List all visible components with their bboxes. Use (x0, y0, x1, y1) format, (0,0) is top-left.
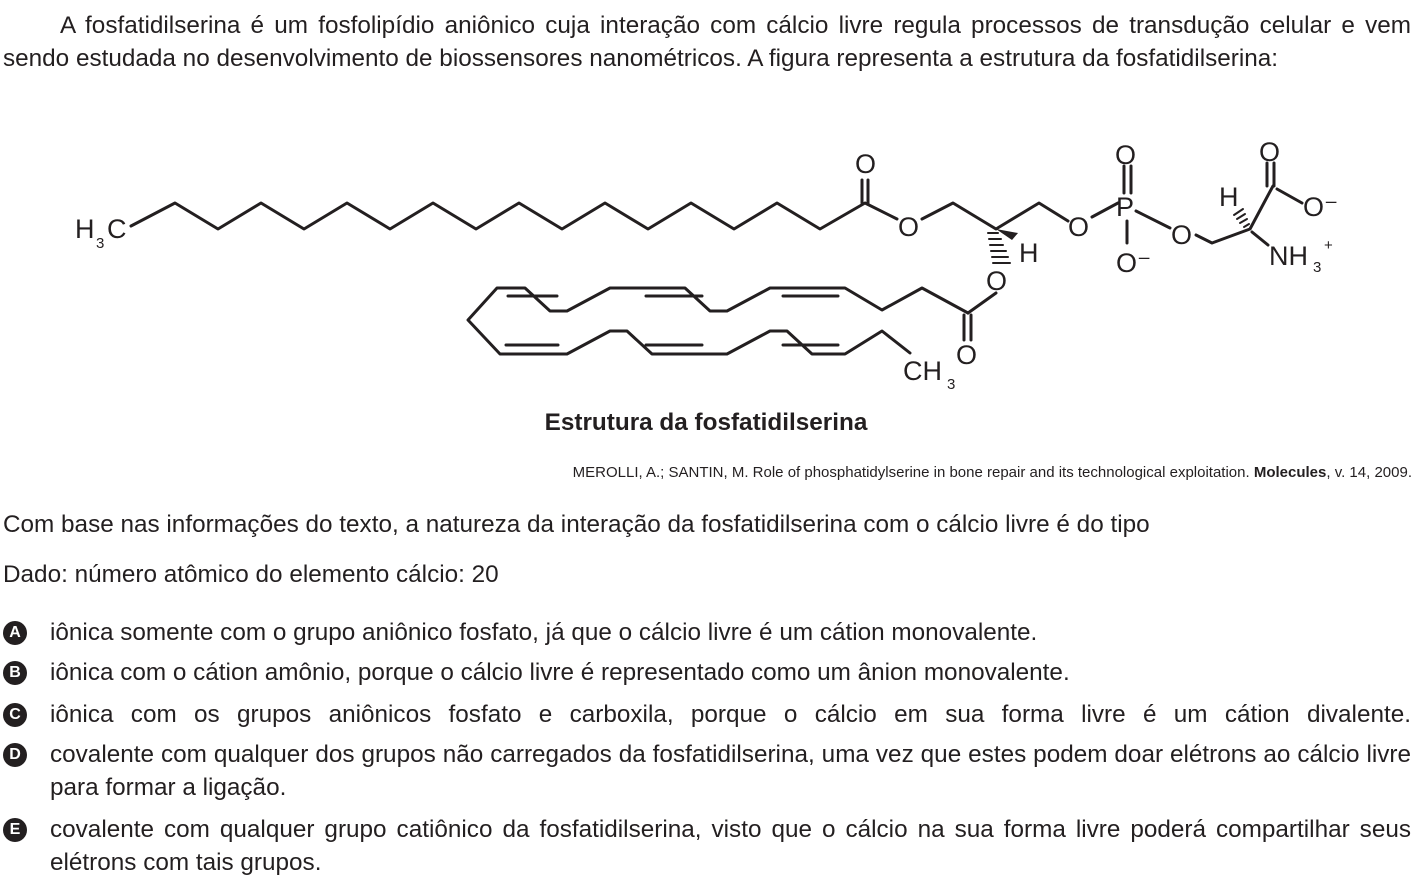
atom-phosphate-o-minus: O⁻ (1116, 248, 1152, 278)
given-data: Dado: número atômico do elemento cálcio: 20 (3, 561, 499, 588)
option-a[interactable] (3, 616, 1411, 649)
atom-glycerol-h: H (1019, 238, 1039, 268)
atom-carboxyl-o-minus: O⁻ (1303, 192, 1339, 222)
option-a-badge: A (3, 621, 27, 645)
atom-ch3-sub: 3 (947, 376, 956, 393)
atom-nh3: NH (1269, 241, 1308, 271)
atom-h3c: H (75, 214, 95, 244)
option-c[interactable] (3, 698, 1411, 731)
atom-nh3-charge: + (1324, 237, 1333, 254)
atom-h3c-sub: 3 (96, 235, 105, 252)
option-d-text: covalente com qualquer dos grupos não carregados da fosfatidilserina, uma vez que estes podem doar elétrons ao cálcio livre para formar a ligação. (50, 741, 1411, 801)
question-stem: Com base nas informações do texto, a natureza da interação da fosfatidilserina com o cálcio livre é do tipo (3, 511, 1150, 538)
atom-phosphate-p: P (1116, 192, 1135, 222)
atom-ester1-carbonyl-o: O (855, 149, 877, 179)
atom-ester2-o: O (986, 266, 1008, 296)
source-journal: Molecules (1253, 464, 1327, 481)
atom-nh3-sub: 3 (1313, 259, 1322, 276)
atom-serine-h: H (1219, 182, 1239, 212)
option-d[interactable] (3, 738, 1411, 804)
option-b[interactable] (3, 656, 1411, 689)
hashed-bond-glycerol (988, 233, 1010, 263)
option-e-text: covalente com qualquer grupo catiônico da fosfatidilserina, visto que o cálcio na sua forma livre poderá compartilhar seus elétrons com tais grupos. (50, 816, 1411, 876)
option-c-badge: C (3, 703, 27, 727)
glycerol-backbone (922, 203, 1068, 229)
atom-ester2-carbonyl-o: O (956, 340, 978, 370)
atom-ch3: CH (903, 356, 942, 386)
source-authors: MEROLLI, A.; SANTIN, M. Role of phosphatidylserine in bone repair and its technological exploitation. (572, 464, 1254, 481)
intro-paragraph: A fosfatidilserina é um fosfolipídio aniônico cuja interação com cálcio livre regula processos de transdução celular e vem sendo estudada no desenvolvimento de biossensores nanométricos. A figura representa a estrutura da fosfatidilserina: (3, 12, 1411, 72)
option-a-text: iônica somente com o grupo aniônico fosfato, já que o cálcio livre é um cátion monovalente. (50, 619, 1038, 646)
upper-acyl-chain (131, 203, 897, 229)
atom-phosphate-o3: O (1171, 220, 1193, 250)
figure-source (573, 464, 1412, 481)
phosphatidylserine-structure-figure (0, 0, 1420, 400)
option-d-badge: D (3, 743, 27, 767)
source-details: , v. 14, 2009. (1326, 464, 1412, 481)
option-c-text: iônica com os grupos aniônicos fosfato e carboxila, porque o cálcio em sua forma livre é um cátion divalente. (50, 701, 1411, 728)
svg-text:H (75, 214, 95, 244)
atom-carboxyl-o: O (1259, 137, 1281, 167)
option-e-badge: E (3, 818, 27, 842)
option-b-badge: B (3, 661, 27, 685)
atom-phosphate-o2: O (1115, 140, 1137, 170)
atom-ester1-o: O (898, 212, 920, 242)
option-b-text: iônica com o cátion amônio, porque o cálcio livre é representado como um ânion monovalente. (50, 659, 1070, 686)
atom-h3c-c: C (107, 214, 127, 244)
atom-phosphate-o1: O (1068, 212, 1090, 242)
option-e[interactable] (3, 813, 1411, 879)
figure-caption: Estrutura da fosfatidilserina (544, 409, 868, 436)
